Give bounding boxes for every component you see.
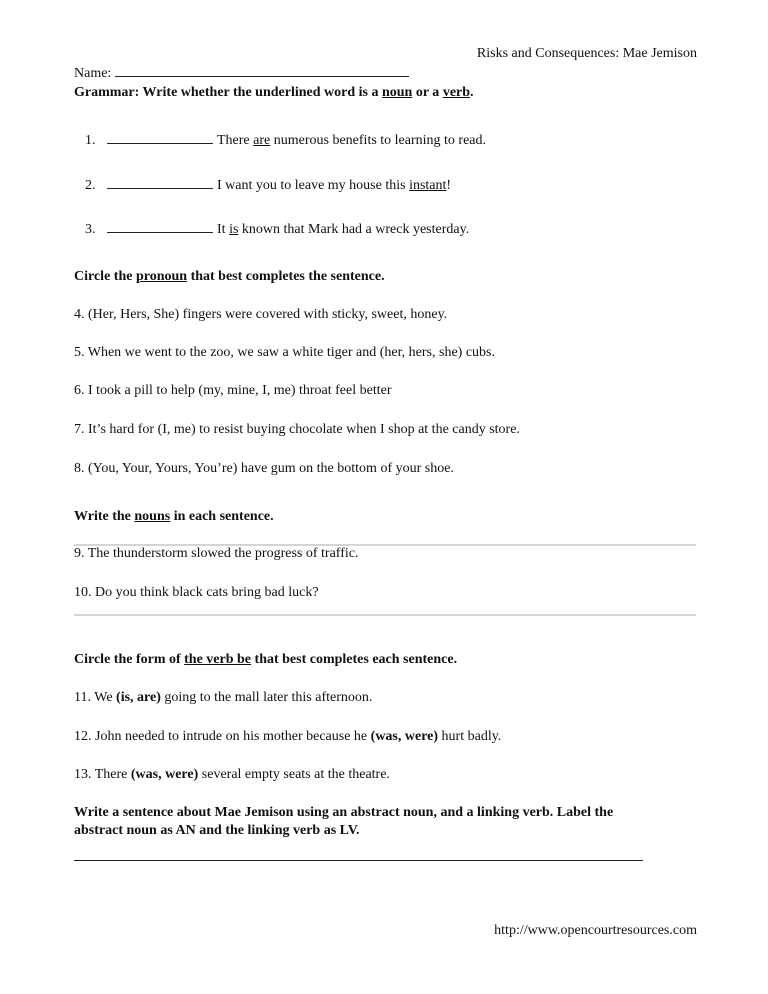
name-field[interactable] [74,64,409,83]
pronoun-item: 4. (Her, Hers, She) fingers were covered with sticky, sweet, honey. [74,307,448,322]
footer-url[interactable]: http://www.opencourtresources.com [494,923,697,938]
pronoun-heading: Circle the pronoun that best completes the sentence. [74,269,385,284]
answer-blank[interactable] [107,131,213,144]
verb-be-item: 11. We (is, are) going to the mall later this afternoon. [74,690,373,705]
nouns-item: 9. The thunderstorm slowed the progress of traffic. [74,546,359,561]
name-label: Name: [74,66,112,81]
verb-be-item: 12. John needed to intrude on his mother because he (was, were) hurt badly. [74,729,502,744]
worksheet-title: Risks and Consequences: Mae Jemison [476,46,697,61]
verb-be-item: 13. There (was, were) several empty seats at the theatre. [74,767,390,782]
pronoun-item: 7. It’s hard for (I, me) to resist buying chocolate when I shop at the candy store. [74,422,520,437]
pronoun-item: 6. I took a pill to help (my, mine, I, me) throat feel better [74,383,392,398]
grammar-heading: Grammar: Write whether the underlined word is a noun or a verb. [74,85,474,100]
sentence-heading-line1: Write a sentence about Mae Jemison using an abstract noun, and a linking verb. Label the [74,805,614,820]
nouns-item: 10. Do you think black cats bring bad luck? [74,585,319,600]
answer-blank[interactable] [107,220,213,233]
name-blank[interactable] [115,64,409,77]
sentence-heading-line2: abstract noun as AN and the linking verb as LV. [74,823,360,838]
sentence-answer-line[interactable] [74,860,643,861]
grammar-item: 3. It is known that Mark had a wreck yesterday. [85,222,470,237]
grammar-item: 2. I want you to leave my house this instant! [85,178,452,193]
answer-blank[interactable] [107,176,213,189]
pronoun-item: 8. (You, Your, Yours, You’re) have gum on the bottom of your shoe. [74,461,454,476]
pronoun-item: 5. When we went to the zoo, we saw a white tiger and (her, hers, she) cubs. [74,345,495,360]
grammar-item: 1. There are numerous benefits to learning to read. [85,133,487,148]
nouns-heading: Write the nouns in each sentence. [74,509,274,524]
verb-be-heading: Circle the form of the verb be that best completes each sentence. [74,652,458,667]
answer-line[interactable] [74,614,696,616]
answer-line[interactable] [74,544,696,546]
